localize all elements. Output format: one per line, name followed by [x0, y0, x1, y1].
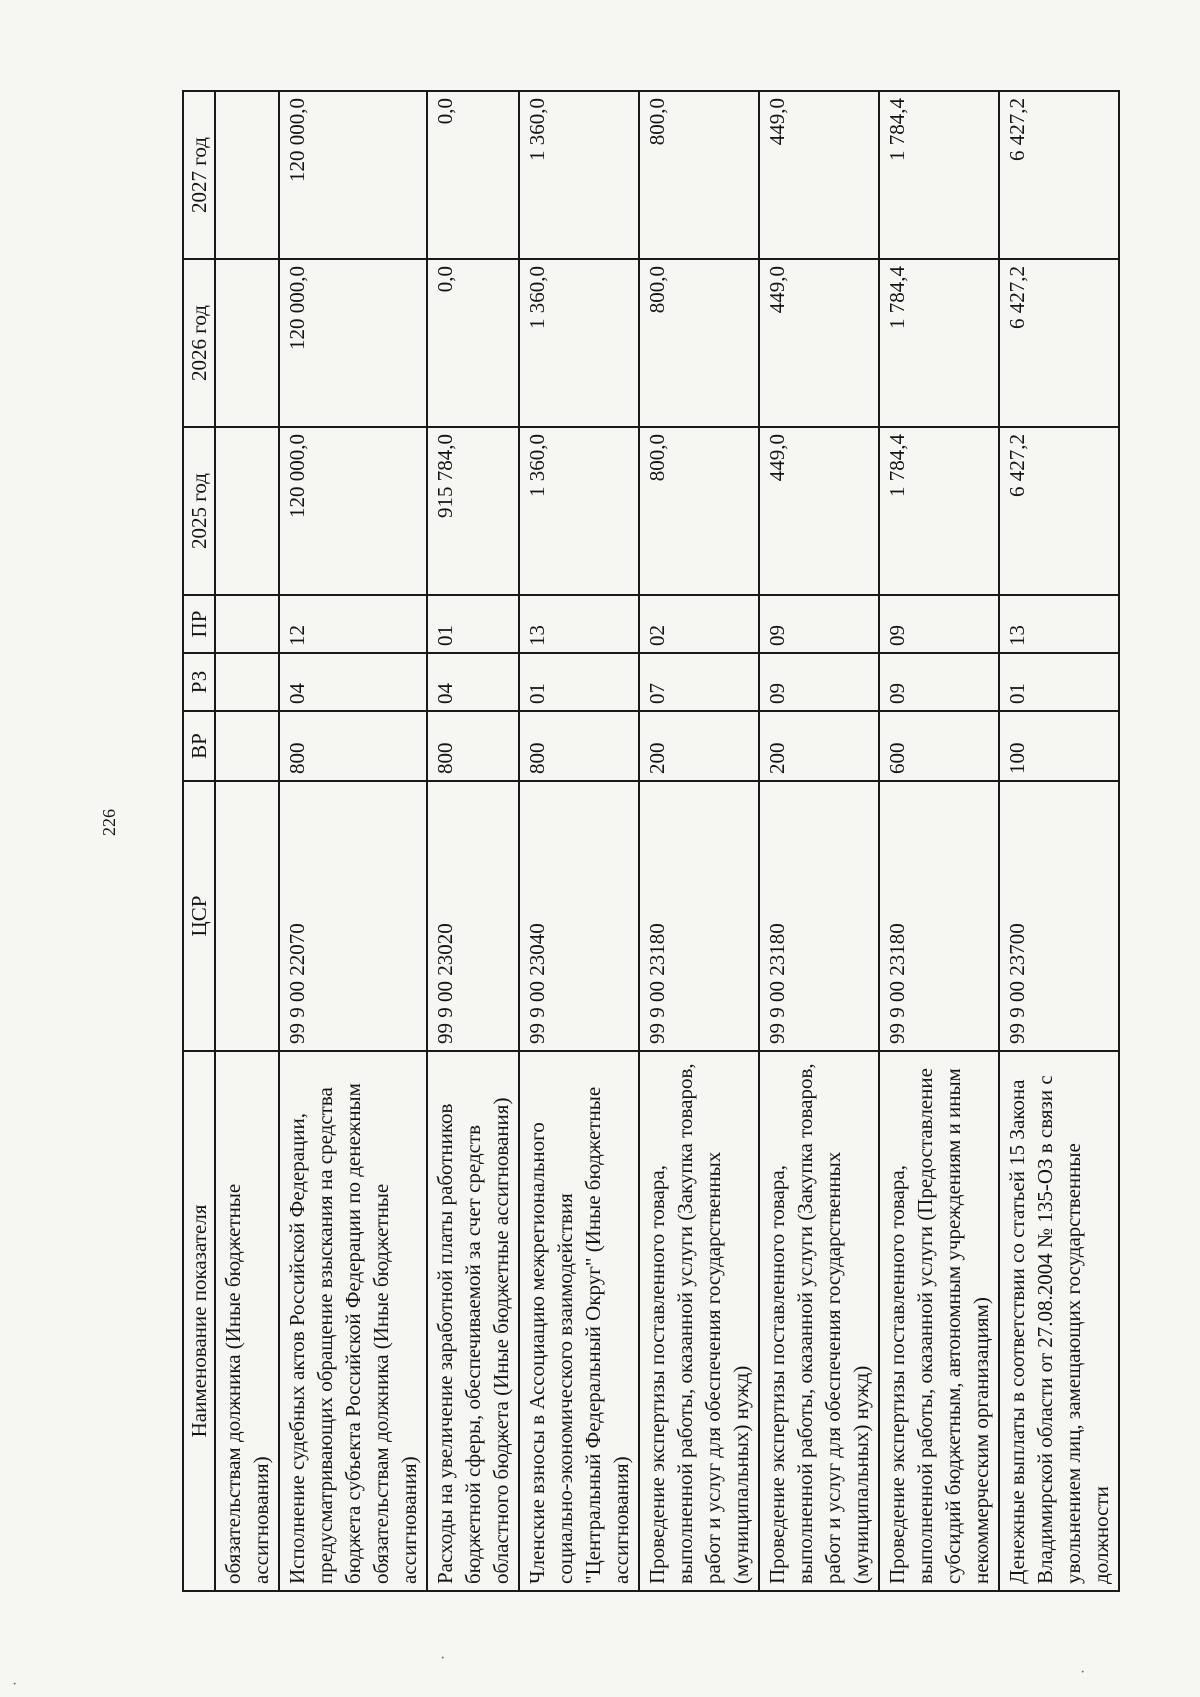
- cell-rz: [215, 653, 279, 711]
- cell-rz: 01: [519, 653, 639, 711]
- cell-rz: 04: [279, 653, 427, 711]
- cell-pr: 12: [279, 595, 427, 653]
- cell-csr: 99 9 00 23040: [519, 781, 639, 1051]
- cell-pr: 01: [427, 595, 519, 653]
- budget-table: [182, 90, 1120, 1592]
- cell-csr: 99 9 00 23180: [879, 781, 999, 1051]
- cell-2026: 800,0: [639, 259, 759, 427]
- header-2027: 2027 год: [183, 91, 215, 259]
- cell-name: Проведение экспертизы поставленного товара, выполненной работы, оказанной услуги (Закупка товаров, работ и услуг для обеспечения государственных (муниципальных) нужд): [639, 1051, 759, 1591]
- table-row: [999, 91, 1119, 1591]
- cell-rz: 09: [759, 653, 879, 711]
- header-2025: 2025 год: [183, 427, 215, 595]
- cell-csr: 99 9 00 22070: [279, 781, 427, 1051]
- table-row: [215, 91, 279, 1591]
- cell-2027: 6 427,2: [999, 91, 1119, 259]
- cell-pr: 09: [759, 595, 879, 653]
- header-pr: ПР: [183, 595, 215, 653]
- cell-rz: 01: [999, 653, 1119, 711]
- cell-2026: 0,0: [427, 259, 519, 427]
- cell-csr: 99 9 00 23020: [427, 781, 519, 1051]
- cell-2027: [215, 91, 279, 259]
- cell-vr: [215, 711, 279, 781]
- cell-2026: 1 360,0: [519, 259, 639, 427]
- header-name: Наименование показателя: [183, 1051, 215, 1591]
- rotated-table-sheet: [182, 92, 1113, 1592]
- cell-2026: [215, 259, 279, 427]
- cell-2025: 1 784,4: [879, 427, 999, 595]
- cell-vr: 100: [999, 711, 1119, 781]
- header-2026: 2026 год: [183, 259, 215, 427]
- scan-speck: ·: [1080, 1664, 1088, 1681]
- cell-2025: 449,0: [759, 427, 879, 595]
- cell-vr: 600: [879, 711, 999, 781]
- header-rz: РЗ: [183, 653, 215, 711]
- cell-2027: 800,0: [639, 91, 759, 259]
- table-header-row: [183, 91, 215, 1591]
- cell-name: Проведение экспертизы поставленного товара, выполненной работы, оказанной услуги (Закупка товаров, работ и услуг для обеспечения государственных (муниципальных) нужд): [759, 1051, 879, 1591]
- cell-vr: 800: [279, 711, 427, 781]
- cell-2027: 1 360,0: [519, 91, 639, 259]
- cell-pr: 09: [879, 595, 999, 653]
- cell-2026: 449,0: [759, 259, 879, 427]
- table-row: [639, 91, 759, 1591]
- cell-2026: 1 784,4: [879, 259, 999, 427]
- cell-2025: 915 784,0: [427, 427, 519, 595]
- cell-pr: [215, 595, 279, 653]
- cell-vr: 200: [759, 711, 879, 781]
- cell-2027: 0,0: [427, 91, 519, 259]
- header-csr: ЦСР: [183, 781, 215, 1051]
- table-row: [427, 91, 519, 1591]
- cell-pr: 13: [519, 595, 639, 653]
- cell-pr: 13: [999, 595, 1119, 653]
- table-row: [519, 91, 639, 1591]
- cell-vr: 800: [427, 711, 519, 781]
- scan-speck: ·: [12, 1676, 20, 1693]
- header-vr: ВР: [183, 711, 215, 781]
- cell-2025: [215, 427, 279, 595]
- cell-name: Денежные выплаты в соответствии со статьей 15 Закона Владимирской области от 27.08.2004 № 135-ОЗ в связи с увольнением лиц, замещающих государственные должности: [999, 1051, 1119, 1591]
- page-number: 226: [99, 809, 119, 836]
- scan-speck: ·: [440, 1650, 448, 1667]
- cell-2027: 120 000,0: [279, 91, 427, 259]
- cell-vr: 200: [639, 711, 759, 781]
- cell-name: Расходы на увеличение заработной платы работников бюджетной сферы, обеспечиваемой за счет средств областного бюджета (Иные бюджетные ассигнования): [427, 1051, 519, 1591]
- cell-2025: 1 360,0: [519, 427, 639, 595]
- cell-csr: 99 9 00 23180: [639, 781, 759, 1051]
- cell-name: Проведение экспертизы поставленного товара, выполненной работы, оказанной услуги (Предоставление субсидий бюджетным, автономным учреждениям и иным некоммерческим организациям): [879, 1051, 999, 1591]
- cell-vr: 800: [519, 711, 639, 781]
- cell-csr: 99 9 00 23180: [759, 781, 879, 1051]
- cell-name: обязательствам должника (Иные бюджетные ассигнования): [215, 1051, 279, 1591]
- table-row: [279, 91, 427, 1591]
- cell-2025: 6 427,2: [999, 427, 1119, 595]
- table-row: [759, 91, 879, 1591]
- cell-pr: 02: [639, 595, 759, 653]
- cell-2026: 6 427,2: [999, 259, 1119, 427]
- cell-2027: 1 784,4: [879, 91, 999, 259]
- cell-name: Членские взносы в Ассоциацию межрегионального социально-экономического взаимодействия "Центральный Федеральный Округ" (Иные бюджетные ассигнования): [519, 1051, 639, 1591]
- cell-2025: 800,0: [639, 427, 759, 595]
- cell-2025: 120 000,0: [279, 427, 427, 595]
- cell-rz: 09: [879, 653, 999, 711]
- cell-2027: 449,0: [759, 91, 879, 259]
- cell-rz: 07: [639, 653, 759, 711]
- cell-csr: 99 9 00 23700: [999, 781, 1119, 1051]
- table-row: [879, 91, 999, 1591]
- cell-rz: 04: [427, 653, 519, 711]
- cell-csr: [215, 781, 279, 1051]
- cell-name: Исполнение судебных актов Российской Федерации, предусматривающих обращение взыскания на средства бюджета субъекта Российской Федерации по денежным обязательствам должника (Иные бюджетные ассигнования): [279, 1051, 427, 1591]
- cell-2026: 120 000,0: [279, 259, 427, 427]
